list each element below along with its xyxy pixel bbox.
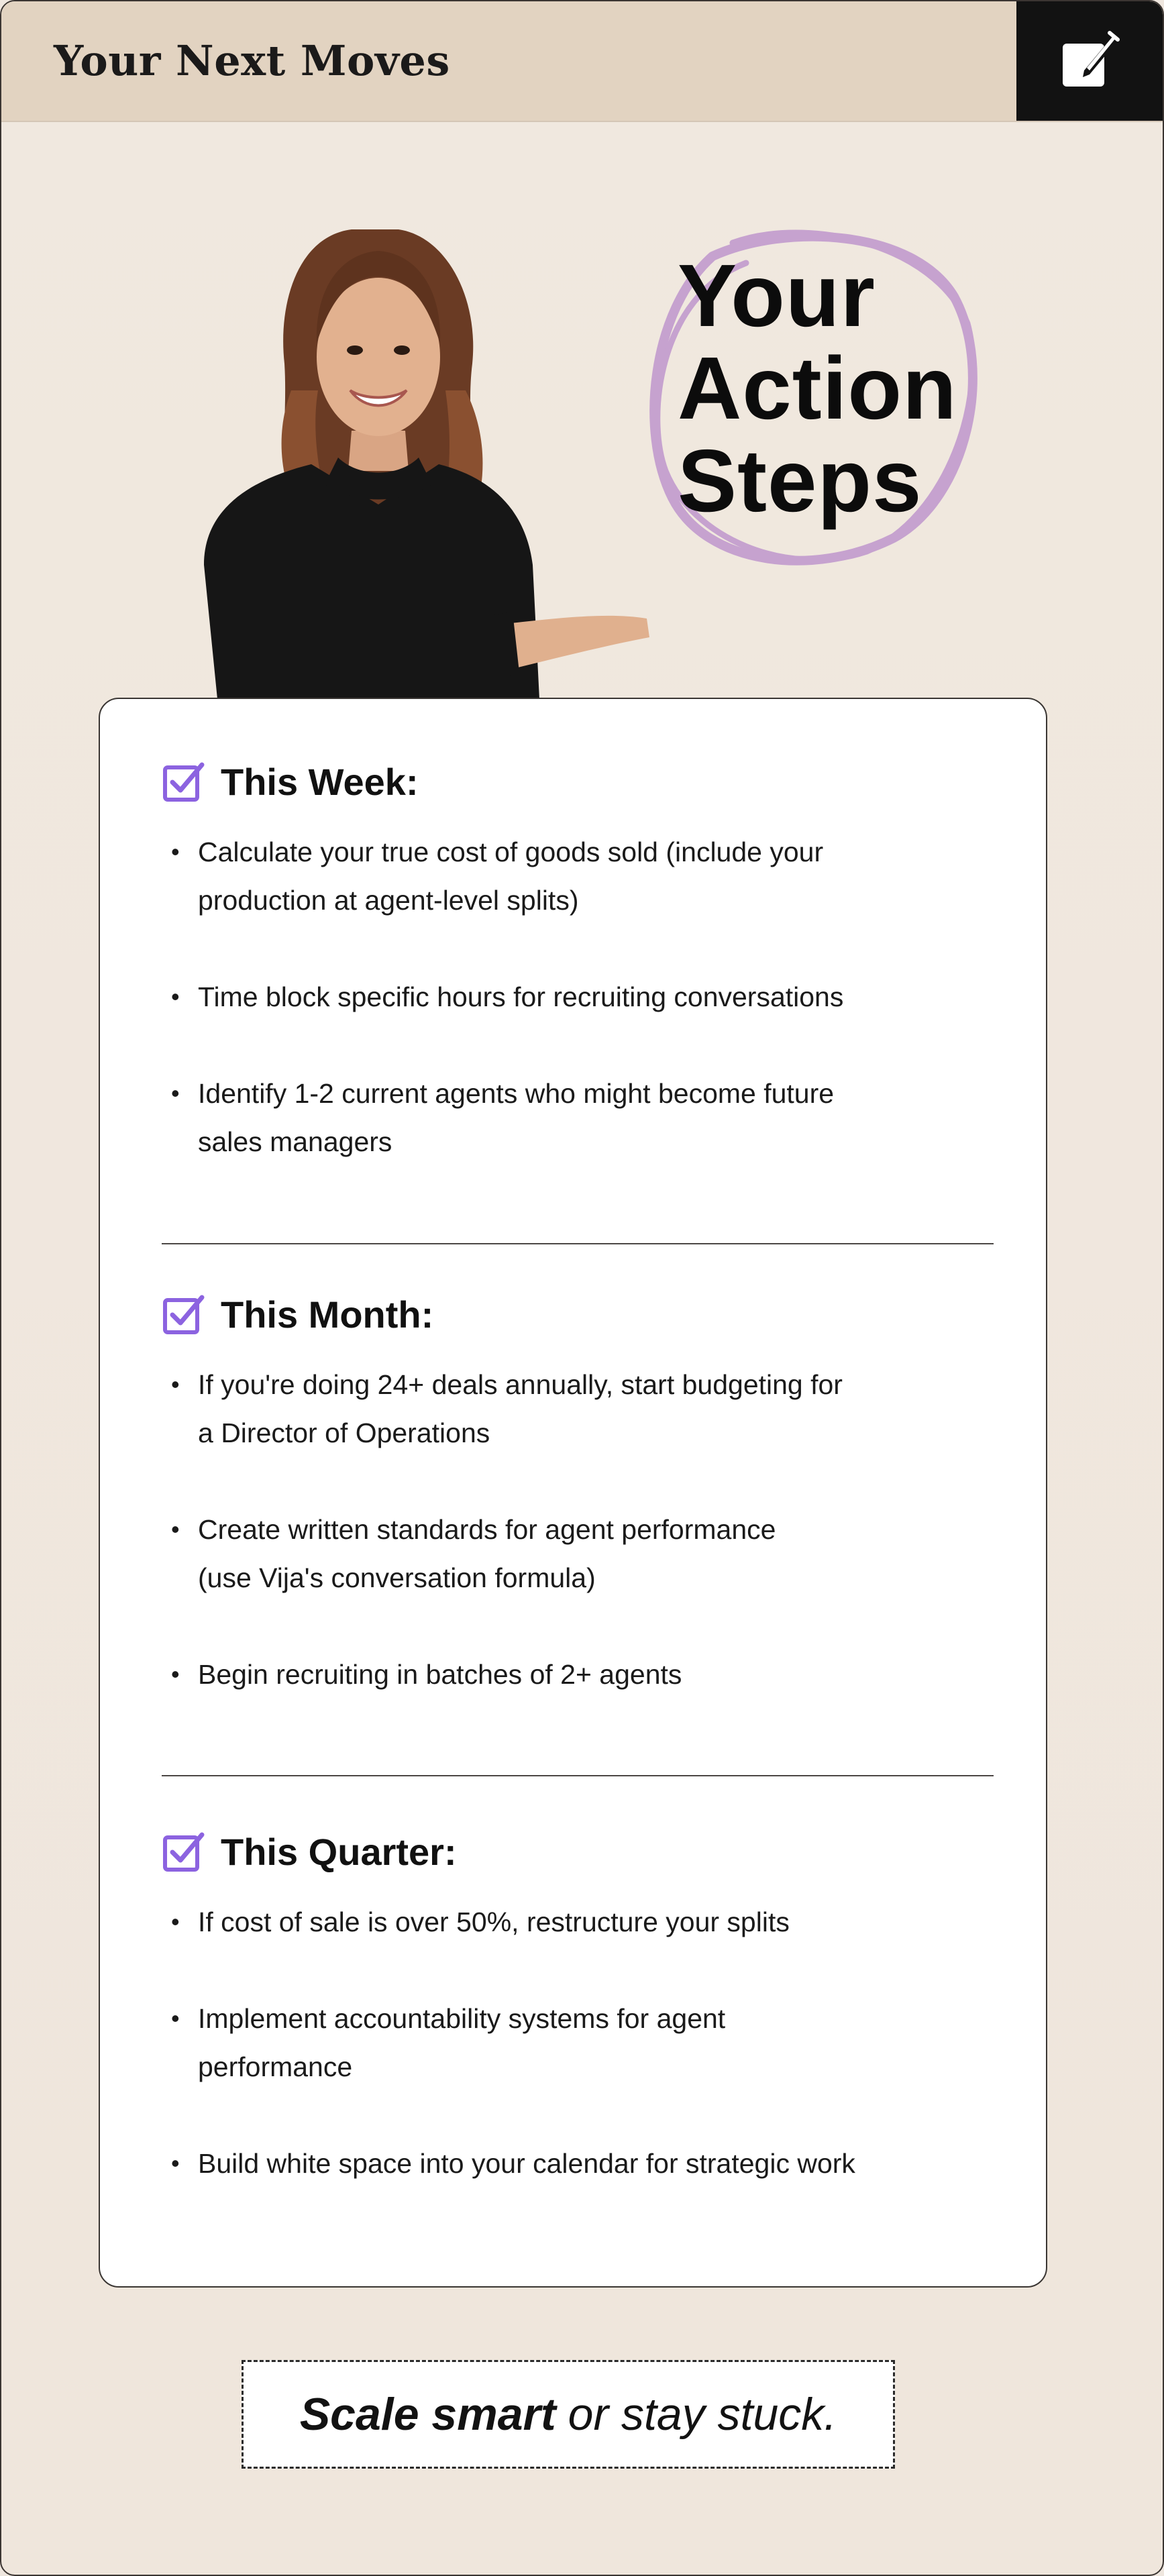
header-bar [1,1,1163,122]
list-item: • Begin recruiting in batches of 2+ agents [162,1650,956,1699]
section-title: This Week: [221,760,419,803]
list-item: • Implement accountability systems for agent performance [162,1994,956,2091]
action-list [162,1898,994,2188]
action-steps-card [99,698,1047,2288]
checkbox-checked-icon[interactable] [162,1292,206,1336]
section-header [162,1291,994,1338]
action-list [162,828,994,1166]
page-title: Your Next Moves [54,36,450,85]
section-title: This Quarter: [221,1830,457,1873]
checkbox-checked-icon[interactable] [162,759,206,804]
hero-title [678,246,957,530]
hero-title-block [632,216,994,578]
hero-title-line: Action [678,339,957,437]
section-title: This Month: [221,1293,434,1336]
section-header [162,758,994,805]
section-divider [162,1243,994,1244]
action-list [162,1360,994,1699]
tagline-rest: or stay stuck. [568,2389,837,2440]
section-header [162,1828,994,1875]
list-item: • Time block specific hours for recruiting conversations [162,973,956,1021]
section-this-week [162,758,994,1166]
hero-title-line: Steps [678,431,922,530]
hero-title-line: Your [678,246,876,345]
list-item: • If cost of sale is over 50%, restructure your splits [162,1898,956,1946]
tagline-box [242,2360,895,2469]
tagline-bold: Scale smart [299,2389,556,2440]
list-item: • Calculate your true cost of goods sold (include your production at agent-level splits) [162,828,956,924]
checkbox-checked-icon[interactable] [162,1829,206,1874]
edit-note-icon [1057,29,1122,93]
section-divider [162,1775,994,1776]
presenter-photo [177,189,674,699]
list-item: • Build white space into your calendar for strategic work [162,2139,956,2188]
edit-button[interactable] [1016,1,1163,121]
list-item: • Create written standards for agent performance (use Vija's conversation formula) [162,1505,956,1602]
section-this-month [162,1291,994,1699]
list-item: • If you're doing 24+ deals annually, start budgeting for a Director of Operations [162,1360,956,1457]
list-item: • Identify 1-2 current agents who might become future sales managers [162,1069,956,1166]
section-this-quarter [162,1828,994,2188]
